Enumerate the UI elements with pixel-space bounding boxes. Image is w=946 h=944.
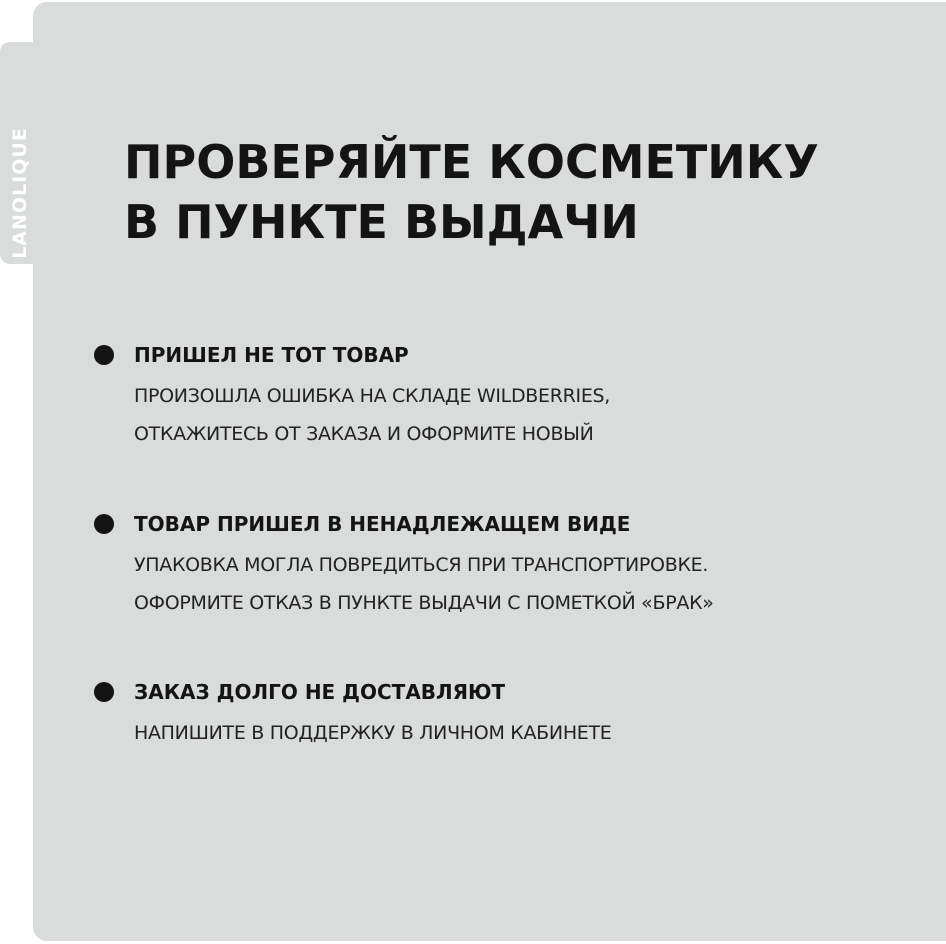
brand-logo-text: LANOLIQUE — [9, 127, 31, 259]
bullet-dot-icon — [94, 514, 114, 534]
page-title — [124, 132, 819, 252]
list-item-heading: ЗАКАЗ ДОЛГО НЕ ДОСТАВЛЯЮТ — [134, 680, 506, 704]
list-item-text — [134, 714, 612, 752]
list-item-text — [134, 377, 610, 453]
brand-side-tab — [0, 42, 40, 264]
list-item-text-line: НАПИШИТЕ В ПОДДЕРЖКУ В ЛИЧНОМ КАБИНЕТЕ — [134, 722, 612, 744]
list-item-text-line: ОФОРМИТЕ ОТКАЗ В ПУНКТЕ ВЫДАЧИ С ПОМЕТКОЙ «БРАК» — [134, 592, 714, 614]
page-title-line-1: ПРОВЕРЯЙТЕ КОСМЕТИКУ — [124, 135, 819, 189]
bullet-dot-icon — [94, 682, 114, 702]
list-item-text-line: УПАКОВКА МОГЛА ПОВРЕДИТЬСЯ ПРИ ТРАНСПОРТИРОВКЕ. — [134, 554, 709, 576]
page-title-line-2: В ПУНКТЕ ВЫДАЧИ — [124, 195, 639, 249]
list-item-text-line: ОТКАЖИТЕСЬ ОТ ЗАКАЗА И ОФОРМИТЕ НОВЫЙ — [134, 423, 594, 445]
bullet-dot-icon — [94, 345, 114, 365]
list-item-heading: ПРИШЕЛ НЕ ТОТ ТОВАР — [134, 343, 409, 367]
list-item-heading: ТОВАР ПРИШЕЛ В НЕНАДЛЕЖАЩЕМ ВИДЕ — [134, 512, 631, 536]
list-item-text — [134, 546, 714, 622]
list-item-text-line: ПРОИЗОШЛА ОШИБКА НА СКЛАДЕ WILDBERRIES, — [134, 385, 611, 407]
